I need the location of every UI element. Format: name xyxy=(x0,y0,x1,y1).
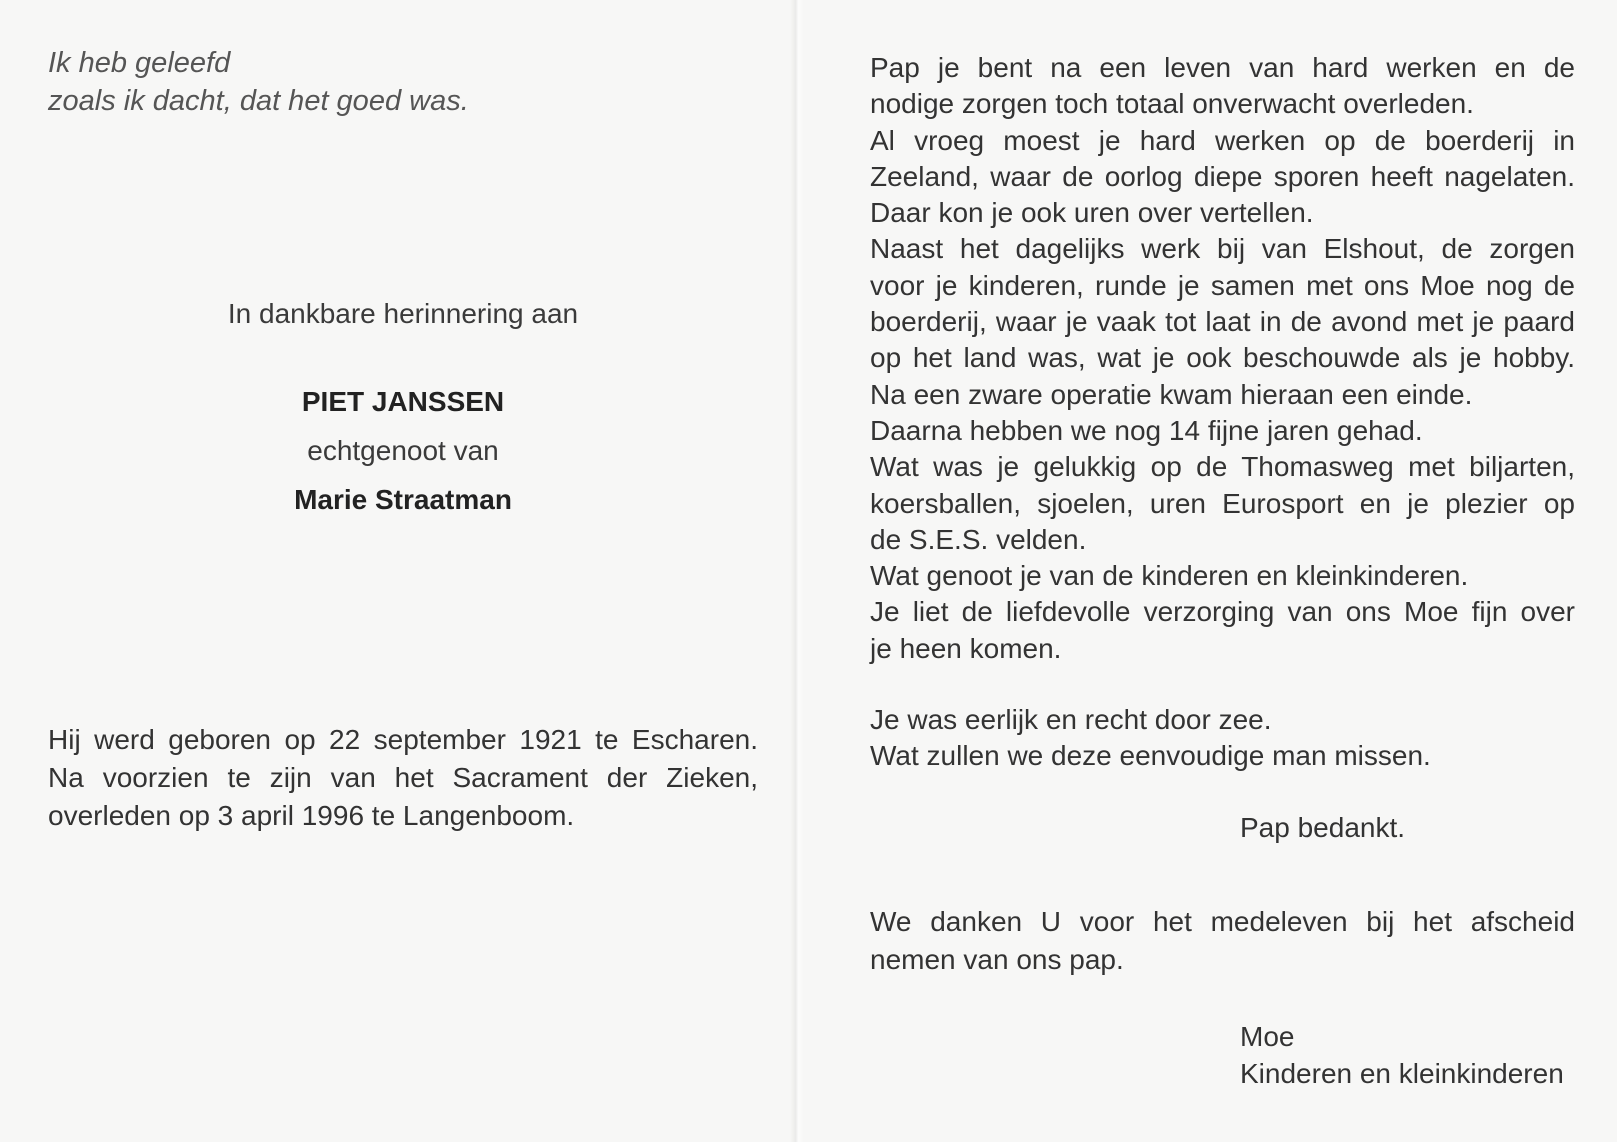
tribute-line: Daarna hebben we nog 14 fijne jaren gehad. xyxy=(870,414,1423,446)
tribute-text xyxy=(870,50,1575,667)
motto-line-2: zoals ik dacht, dat het goed was. xyxy=(48,85,469,117)
gratitude-line: We danken U voor het medeleven bij het afscheid xyxy=(870,906,1575,937)
spouse-name: Marie Straatman xyxy=(294,484,512,515)
tribute-line: Naast het dagelijks werk bij van Elshout, de zorgen xyxy=(870,233,1575,265)
tribute-line: voor je kinderen, runde je samen met ons Moe nog de xyxy=(870,269,1575,301)
life-line: overleden op 3 april 1996 te Langenboom. xyxy=(48,800,575,831)
tribute-line: Je liet de liefdevolle verzorging van ons Moe fijn over xyxy=(870,596,1575,628)
tribute-line: koersballen, sjoelen, uren Eurosport en je plezier op xyxy=(870,487,1575,519)
tribute-line: nodige zorgen toch totaal onverwacht overleden. xyxy=(870,88,1474,120)
closing-line: Je was eerlijk en recht door zee. xyxy=(870,704,1272,735)
tribute-line: Zeeland, waar de oorlog diepe sporen heeft nagelaten. xyxy=(870,160,1575,192)
closing-text xyxy=(870,702,1575,775)
spouse-label: echtgenoot van xyxy=(307,435,499,466)
life-details xyxy=(48,721,758,835)
tribute-line: Daar kon je ook uren over vertellen. xyxy=(870,197,1314,229)
gratitude-line: nemen van ons pap. xyxy=(870,944,1124,975)
left-panel xyxy=(48,0,758,1142)
intro-text: In dankbare herinnering aan xyxy=(227,298,579,329)
tribute-line: Wat genoot je van de kinderen en kleinkinderen. xyxy=(870,560,1469,592)
signature-line-1: Moe xyxy=(1240,1021,1295,1052)
tribute-line: boerderij, waar je vaak tot laat in de avond met je paard xyxy=(870,306,1575,338)
life-line: Na voorzien te zijn van het Sacrament der Zieken, xyxy=(48,762,758,793)
gratitude-text xyxy=(870,903,1575,979)
signature xyxy=(1240,1018,1564,1092)
signature-line-2: Kinderen en kleinkinderen xyxy=(1240,1058,1564,1089)
motto xyxy=(48,44,469,120)
tribute-line: je heen komen. xyxy=(870,632,1062,664)
tribute-line: Na een zware operatie kwam hieraan een einde. xyxy=(870,378,1473,410)
card-fold xyxy=(790,0,804,1142)
thanks-line: Pap bedankt. xyxy=(1240,812,1406,843)
tribute-line: de S.E.S. velden. xyxy=(870,523,1087,555)
tribute-line: Al vroeg moest je hard werken op de boerderij in xyxy=(870,124,1575,156)
deceased-name: PIET JANSSEN xyxy=(301,386,505,417)
tribute-line: op het land was, wat je ook beschouwde als je hobby. xyxy=(870,342,1575,374)
motto-line-1: Ik heb geleefd xyxy=(48,47,231,79)
life-line: Hij werd geboren op 22 september 1921 te Escharen. xyxy=(48,724,758,755)
right-panel xyxy=(870,0,1575,1142)
tribute-line: Pap je bent na een leven van hard werken en de xyxy=(870,52,1575,83)
closing-line: Wat zullen we deze eenvoudige man missen. xyxy=(870,740,1431,772)
tribute-line: Wat was je gelukkig op de Thomasweg met biljarten, xyxy=(870,451,1575,483)
